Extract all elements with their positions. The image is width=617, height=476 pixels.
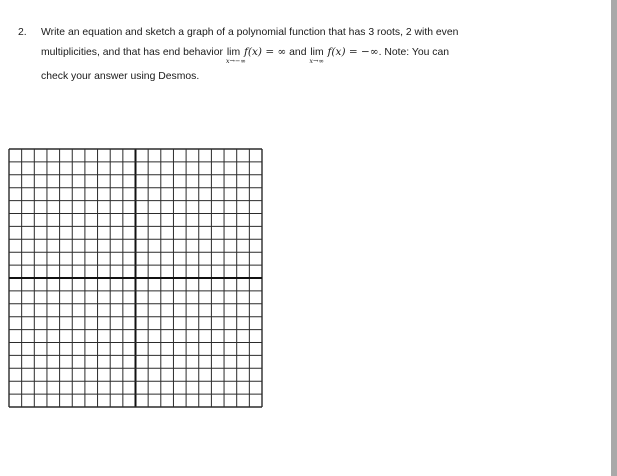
problem-text-line-1: Write an equation and sketch a graph of a polynomial function that has 3 roots, 2 with even (41, 27, 459, 38)
lim-word-2: lim (310, 47, 324, 58)
limit-pos-infinity (309, 47, 324, 65)
lim-subscript-2: x→∞ (309, 57, 324, 65)
coordinate-grid[interactable] (8, 148, 263, 408)
line2-suffix: . Note: You can (378, 47, 450, 58)
problem-number: 2. (18, 27, 27, 38)
page-edge-scrollbar (611, 0, 617, 476)
and-word: and (289, 47, 307, 58)
lim-word-1: lim (226, 47, 241, 58)
problem-text-line-3: check your answer using Desmos. (41, 71, 200, 82)
limit-neg-infinity (225, 47, 246, 65)
line2-prefix: multiplicities, and that has end behavior (41, 47, 223, 58)
limit-expression-1: f(x) = ∞ (244, 46, 287, 58)
problem-text-line-2 (41, 46, 450, 65)
graph-grid-container (8, 148, 263, 408)
limit-expression-2: f(x) = −∞ (327, 46, 379, 58)
lim-subscript-1: x→−∞ (225, 57, 246, 65)
